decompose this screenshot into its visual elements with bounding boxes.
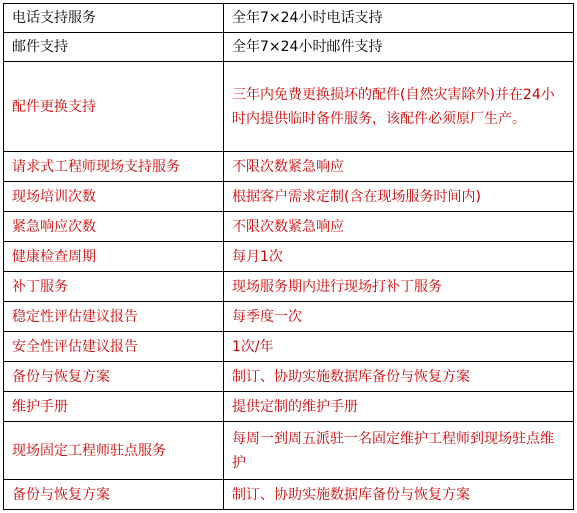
- table-row: [4, 152, 574, 182]
- service-detail-cell: 1次/年: [224, 332, 574, 362]
- service-detail-cell: 全年7×24小时邮件支持: [224, 33, 574, 62]
- service-detail-cell: 全年7×24小时电话支持: [224, 4, 574, 33]
- table-row: [4, 332, 574, 362]
- service-detail-cell: 现场服务期内进行现场打补丁服务: [224, 272, 574, 302]
- service-item-cell: 备份与恢复方案: [4, 362, 224, 392]
- table-row: [4, 212, 574, 242]
- table-row: [4, 242, 574, 272]
- service-item-cell: 健康检查周期: [4, 242, 224, 272]
- service-item-cell: 请求式工程师现场支持服务: [4, 152, 224, 182]
- service-item-cell: 电话支持服务: [4, 4, 224, 33]
- service-detail-cell: 每周一到周五派驻一名固定维护工程师到现场驻点维护: [224, 422, 574, 480]
- service-detail-cell: 每月1次: [224, 242, 574, 272]
- table-row: [4, 422, 574, 480]
- service-detail-cell: 不限次数紧急响应: [224, 152, 574, 182]
- service-item-cell: 邮件支持: [4, 33, 224, 62]
- service-item-cell: 稳定性评估建议报告: [4, 302, 224, 332]
- service-item-cell: 维护手册: [4, 392, 224, 422]
- service-detail-cell: 每季度一次: [224, 302, 574, 332]
- table-row: [4, 182, 574, 212]
- table-row: [4, 4, 574, 33]
- service-item-cell: 现场培训次数: [4, 182, 224, 212]
- service-detail-cell: 制订、协助实施数据库备份与恢复方案: [224, 480, 574, 510]
- service-item-cell: 配件更换支持: [4, 62, 224, 152]
- table-row: [4, 480, 574, 510]
- service-item-cell: 紧急响应次数: [4, 212, 224, 242]
- table-row: [4, 272, 574, 302]
- service-detail-cell: 提供定制的维护手册: [224, 392, 574, 422]
- service-detail-cell: 不限次数紧急响应: [224, 212, 574, 242]
- table-row: [4, 62, 574, 152]
- service-item-cell: 备份与恢复方案: [4, 480, 224, 510]
- table-row: [4, 33, 574, 62]
- table-row: [4, 362, 574, 392]
- service-table: [3, 3, 574, 510]
- service-item-cell: 安全性评估建议报告: [4, 332, 224, 362]
- service-detail-cell: 三年内免费更换损坏的配件(自然灾害除外)并在24小时内提供临时备件服务，该配件必须原厂生产。: [224, 62, 574, 152]
- service-detail-cell: 根据客户需求定制(含在现场服务时间内): [224, 182, 574, 212]
- service-item-cell: 补丁服务: [4, 272, 224, 302]
- service-detail-cell: 制订、协助实施数据库备份与恢复方案: [224, 362, 574, 392]
- table-row: [4, 392, 574, 422]
- service-item-cell: 现场固定工程师驻点服务: [4, 422, 224, 480]
- table-row: [4, 302, 574, 332]
